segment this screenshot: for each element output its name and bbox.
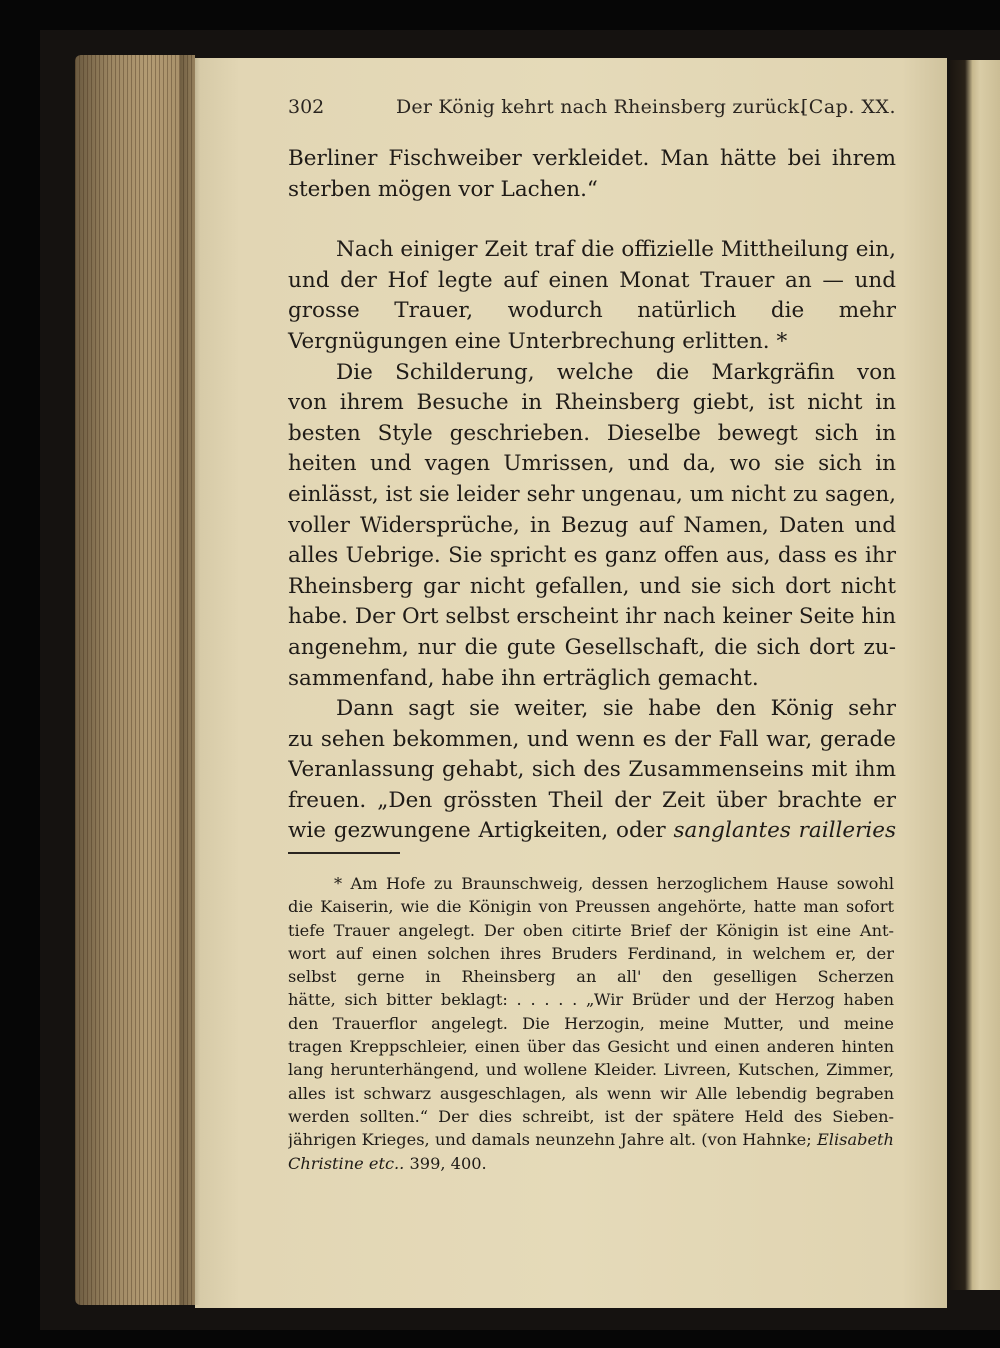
text-line: Berliner Fischweiber verkleidet. Man hätte bei ihrem bbox=[288, 146, 896, 171]
footnote-line: tragen Kreppschleier, einen über das Gesicht und einen anderen hinten bbox=[288, 1037, 894, 1057]
page-header bbox=[288, 96, 896, 126]
footnote-rule bbox=[288, 852, 400, 854]
text-line: freuen. „Den grössten Theil der Zeit über brachte er bbox=[288, 787, 896, 813]
footnote-line: die Kaiserin, wie die Königin von Preussen angehörte, hatte man sofort bbox=[288, 897, 894, 917]
footnote-line: tiefe Trauer angelegt. Der oben citirte Brief der Königin ist eine Ant- bbox=[288, 920, 894, 940]
text-line: Vergnügungen eine Unterbrechung erlitten. * bbox=[288, 328, 788, 354]
text-line: zu sehen bekommen, und wenn es der Fall war, gerade bbox=[288, 726, 896, 752]
text-line: Nach einiger Zeit traf die offizielle Mittheilung ein, bbox=[336, 237, 896, 263]
chapter-label: [Cap. XX. bbox=[800, 96, 896, 118]
italic-phrase: Elisabeth bbox=[816, 1130, 894, 1150]
text-line: Veranlassung gehabt, sich des Zusammenseins mit ihm bbox=[288, 757, 896, 783]
text-line: Die Schilderung, welche die Markgräfin von bbox=[336, 359, 896, 385]
next-page-edge bbox=[950, 60, 1000, 1290]
footnote-line bbox=[288, 1152, 894, 1175]
text-line: voller Widersprüche, in Bezug auf Namen, Daten und bbox=[288, 512, 896, 538]
footnote-line: hätte, sich bitter beklagt: . . . . . „Wir Brüder und der Herzog haben bbox=[288, 990, 894, 1010]
gutter-shadow bbox=[180, 55, 200, 1305]
text-line: habe. Der Ort selbst erscheint ihr nach keiner Seite hin bbox=[288, 604, 896, 630]
text-line: grosse Trauer, wodurch natürlich die mehr bbox=[288, 298, 896, 324]
footnote-line: den Trauerflor angelegt. Die Herzogin, meine Mutter, und meine bbox=[288, 1013, 894, 1033]
text-line: alles Uebrige. Sie spricht es ganz offen aus, dass es ihr bbox=[288, 543, 896, 569]
text-line: einlässt, ist sie leider sehr ungenau, um nicht zu sagen, bbox=[288, 481, 896, 507]
italic-phrase: Christine etc.. bbox=[288, 1153, 405, 1173]
paragraph-gap bbox=[288, 205, 896, 235]
footnote-line: selbst gerne in Rheinsberg an all' den geselligen Scherzen bbox=[288, 967, 894, 987]
text-line: sterben mögen vor Lachen.“ bbox=[288, 176, 598, 202]
text-segment: 399, 400. bbox=[409, 1153, 487, 1173]
page-edges bbox=[75, 55, 195, 1305]
footnote-line: wort auf einen solchen ihres Bruders Ferdinand, in welchem er, der bbox=[288, 943, 894, 963]
running-title: Der König kehrt nach Rheinsberg zurück. bbox=[396, 96, 806, 118]
text-line: heiten und vagen Umrissen, und da, wo sie sich in bbox=[288, 451, 896, 477]
text-segment: wie gezwungene Artigkeiten, oder bbox=[288, 818, 666, 844]
footnote-line: lang herunterhängend, und wollene Kleider. Livreen, Kutschen, Zimmer, bbox=[288, 1060, 894, 1080]
footnote-line: werden sollten.“ Der dies schreibt, ist der spätere Held des Sieben- bbox=[288, 1106, 894, 1126]
text-line: angenehm, nur die gute Gesellschaft, die sich dort zu- bbox=[288, 634, 896, 660]
footnote-line: alles ist schwarz ausgeschlagen, als wenn wir Alle lebendig begraben bbox=[288, 1083, 894, 1103]
page-number: 302 bbox=[288, 96, 325, 118]
text-segment: jährigen Krieges, und damals neunzehn Jahre alt. (von Hahnke; bbox=[288, 1130, 812, 1150]
text-line: besten Style geschrieben. Dieselbe bewegt sich in bbox=[288, 420, 896, 446]
footnote-line bbox=[288, 1128, 894, 1151]
text-line: von ihrem Besuche in Rheinsberg giebt, ist nicht in bbox=[288, 390, 896, 416]
text-line: Dann sagt sie weiter, sie habe den König sehr bbox=[336, 696, 896, 722]
footnote-line: * Am Hofe zu Braunschweig, dessen herzoglichem Hause sowohl bbox=[334, 874, 894, 893]
text-line: Rheinsberg gar nicht gefallen, und sie sich dort nicht bbox=[288, 573, 896, 599]
body-text bbox=[288, 144, 896, 847]
footnote bbox=[288, 872, 894, 1175]
text-line: und der Hof legte auf einen Monat Trauer an — und bbox=[288, 267, 896, 293]
text-line: sammenfand, habe ihn erträglich gemacht. bbox=[288, 665, 759, 691]
text-line bbox=[288, 816, 896, 847]
italic-phrase: sanglantes railleries bbox=[673, 818, 896, 844]
